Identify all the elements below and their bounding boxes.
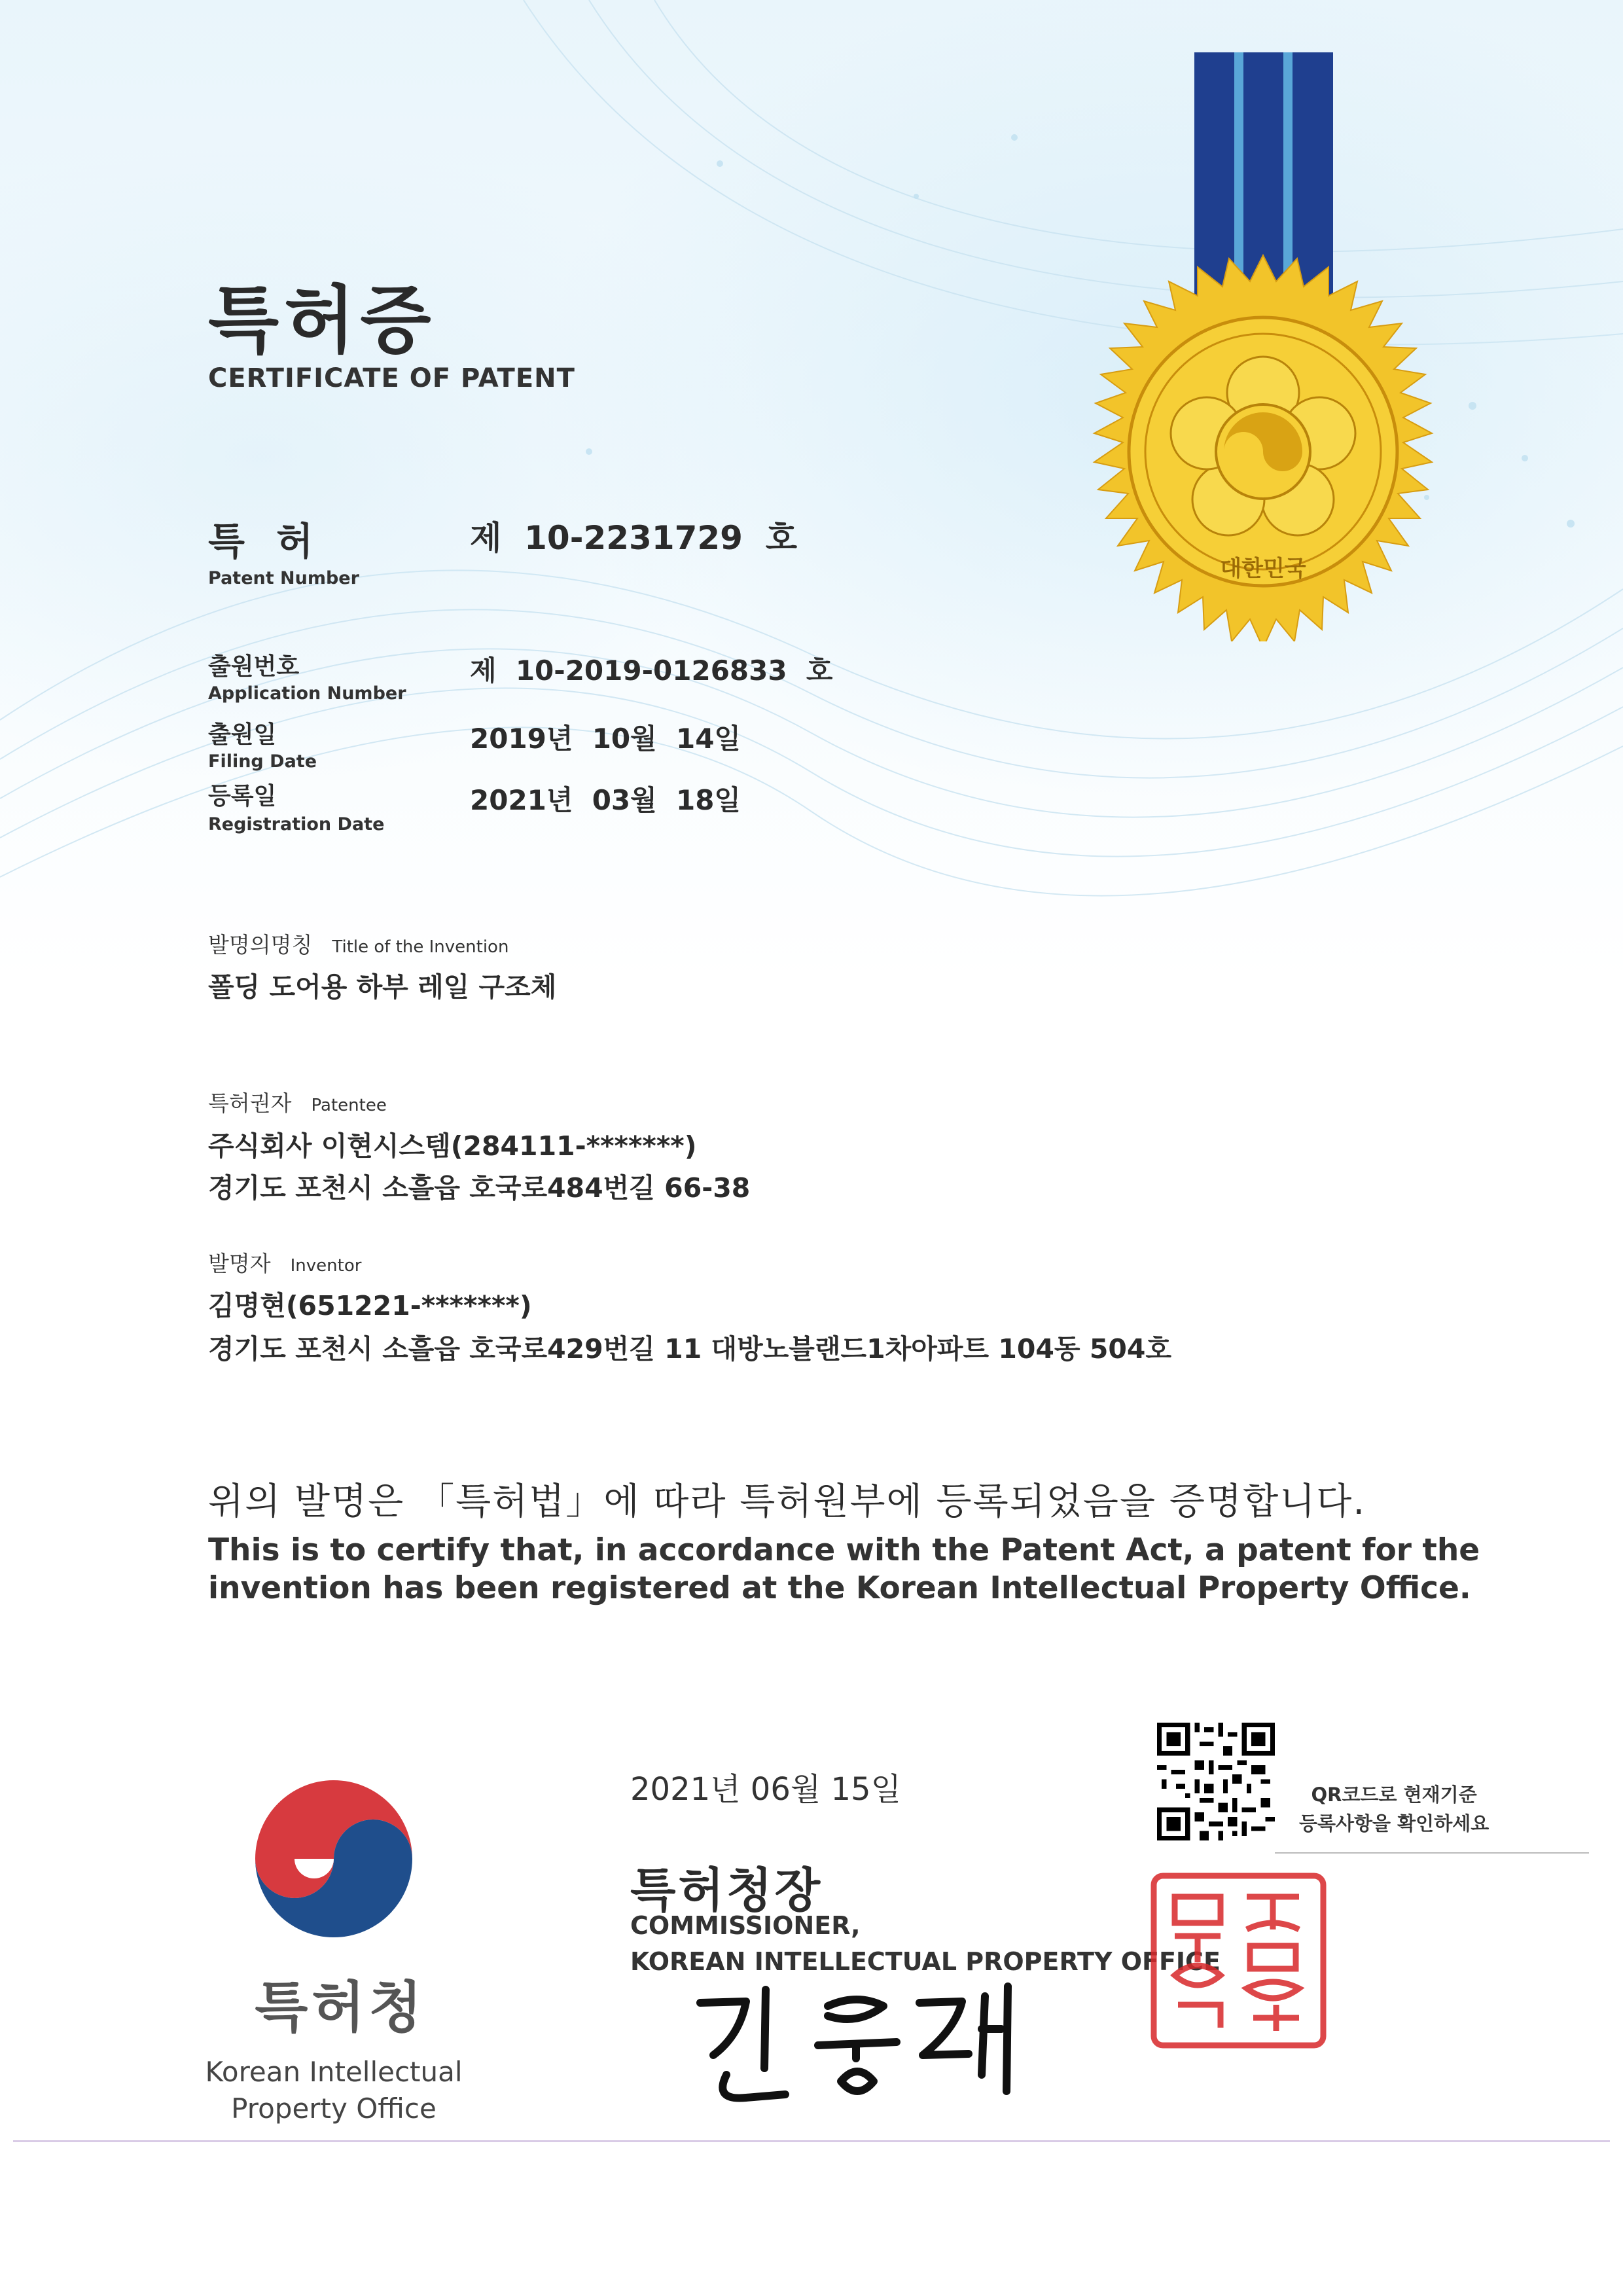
certification-ko: 위의 발명은 「특허법」에 따라 특허원부에 등록되었음을 증명합니다. — [208, 1480, 1366, 1523]
qr-note — [1299, 1780, 1489, 1838]
official-stamp — [1149, 1871, 1329, 2051]
invention-title: 폴딩 도어용 하부 레일 구조체 — [208, 971, 557, 1003]
inventor-label-en: Inventor — [290, 1256, 362, 1276]
issue-date: 2021년 06월 15일 — [630, 1771, 901, 1808]
bottom-border — [13, 2140, 1610, 2142]
kipo-name-en — [190, 2054, 478, 2127]
field-label-en: Registration Date — [208, 814, 385, 834]
divider — [1275, 1852, 1589, 1854]
certificate-title: 특허증 — [208, 278, 437, 363]
qr-code[interactable] — [1157, 1723, 1275, 1840]
seal-text: 대한민국 — [1220, 556, 1306, 582]
inventor-section-label — [208, 1247, 361, 1278]
patentee-section-label — [208, 1086, 387, 1117]
patent-label-en: Patent Number — [208, 568, 359, 588]
patentee-address: 경기도 포천시 소흘읍 호국로484번길 66-38 — [208, 1172, 751, 1204]
inventor-label: 발명자 — [208, 1251, 271, 1276]
invention-label: 발명의명칭 — [208, 932, 313, 958]
patentee-name: 주식회사 이현시스템(284111-*******) — [208, 1130, 697, 1162]
certificate-title-en: CERTIFICATE OF PATENT — [208, 363, 575, 393]
application-number: 제 10-2019-0126833 호 — [470, 655, 833, 687]
commissioner-title-en-line2: KOREAN INTELLECTUAL PROPERTY OFFICE — [630, 1947, 1221, 1976]
certification-en: This is to certify that, in accordance with the Patent Act, a patent for the invention has been registered at the Korean Intellectual Property Office. — [208, 1532, 1480, 1606]
patent-number: 제 10-2231729 호 — [470, 519, 798, 557]
commissioner-title: 특허청장 — [630, 1863, 823, 1918]
kipo-logo-icon — [236, 1761, 432, 1957]
patentee-label: 특허권자 — [208, 1090, 292, 1116]
filing-date: 2019년 10월 14일 — [470, 723, 741, 755]
invention-section-label — [208, 928, 508, 959]
kipo-name-en-line2: Property Office — [231, 2092, 437, 2125]
national-seal-medal — [1060, 52, 1466, 641]
patent-label: 특 허 — [208, 519, 323, 564]
kipo-name-ko: 특허청 — [255, 1975, 426, 2039]
field-label: 등록일 — [208, 783, 277, 810]
inventor-name: 김명현(651221-*******) — [208, 1290, 532, 1321]
field-label: 출원일 — [208, 721, 277, 748]
field-label-en: Filing Date — [208, 751, 317, 772]
patentee-label-en: Patentee — [311, 1096, 387, 1115]
invention-label-en: Title of the Invention — [332, 937, 509, 957]
registration-date: 2021년 03월 18일 — [470, 784, 741, 816]
commissioner-title-en-line1: COMMISSIONER, — [630, 1911, 861, 1940]
qr-note-line2: 등록사항을 확인하세요 — [1299, 1812, 1489, 1835]
commissioner-signature — [687, 1977, 1054, 2108]
kipo-name-en-line1: Korean Intellectual — [205, 2056, 463, 2088]
field-label-en: Application Number — [208, 683, 406, 704]
inventor-address: 경기도 포천시 소흘읍 호국로429번길 11 대방노블랜드1차아파트 104동 504호 — [208, 1333, 1172, 1365]
field-label: 출원번호 — [208, 653, 300, 680]
qr-note-line1: QR코드로 현재기준 — [1311, 1784, 1477, 1806]
